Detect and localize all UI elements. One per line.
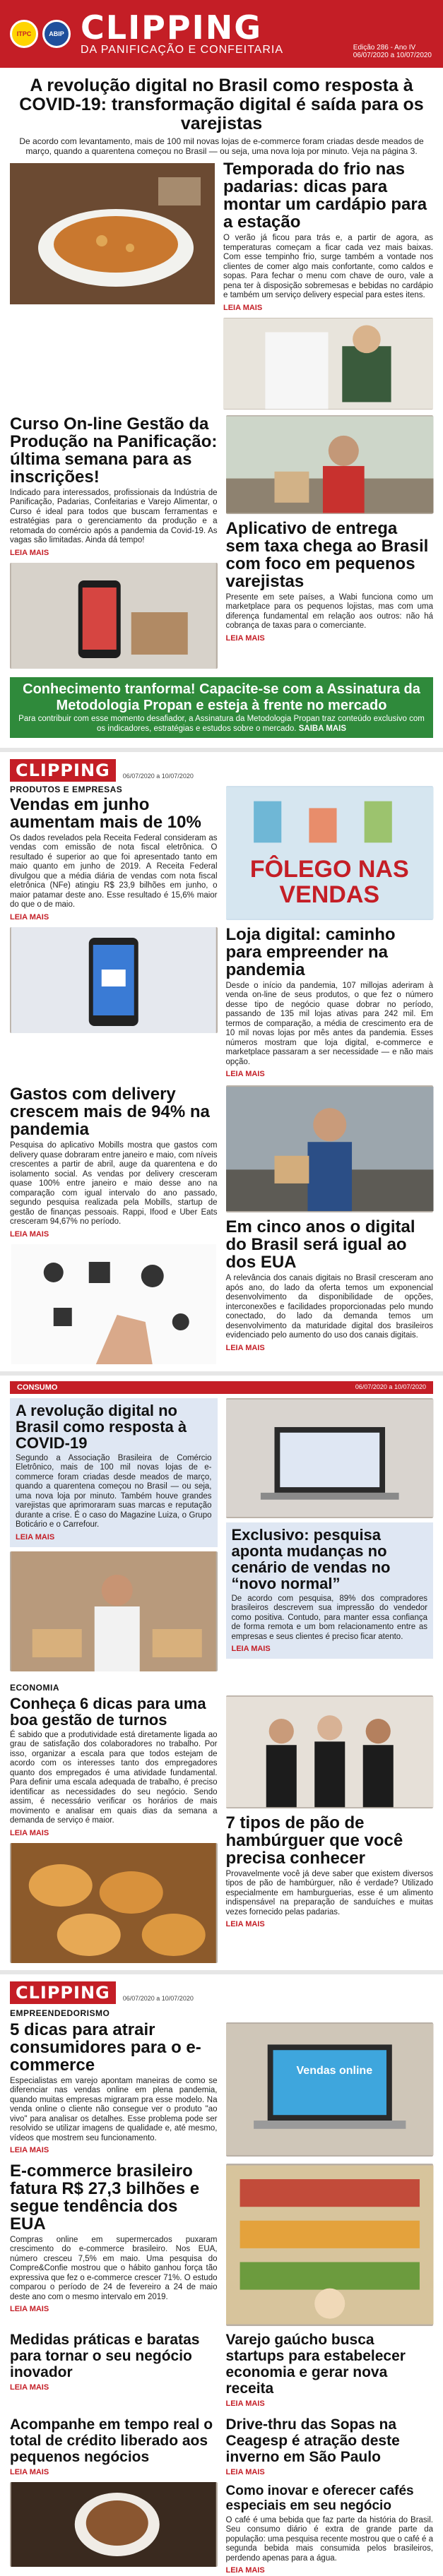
bakery-worker-image [10, 1551, 218, 1671]
team-image [226, 1695, 434, 1808]
buns-image [10, 1843, 218, 1963]
article-text: O café é uma bebida que faz parte da história do Brasil. Seu consumo diário é extra de grande parte da população: uma pesquisa recente mostrou que o café é a segunda bebida mais consumida pelos brasileiros, perdendo apenas para a água. [226, 2516, 434, 2564]
masthead [0, 0, 443, 68]
article-gaucho-retail [226, 2332, 434, 2409]
article-soup-drive-thru [226, 2416, 434, 2576]
banner-title: Conhecimento tranforma! Capacite-se com a Assinatura da Metodologia Propan e esteja à frente no mercado [17, 681, 426, 714]
article-text: Presente em sete países, a Wabi funciona como um marketplace para os pequenos lojistas, mas com uma diferença fundamental em relação aos outros: não há cobrança de taxas para o comerciante. [226, 593, 434, 631]
read-more-link[interactable]: LEIA MAIS [10, 2468, 49, 2476]
article-new-normal-sales [226, 1394, 434, 1671]
page-divider [0, 1371, 443, 1376]
article-digital-store [226, 782, 434, 1080]
online-sales-image [226, 2022, 434, 2157]
abip-logo: ABIP [42, 20, 71, 48]
article-title[interactable]: Acompanhe em tempo real o total de crédito liberado aos pequenos negócios [10, 2416, 218, 2465]
article-title[interactable]: Como inovar e oferecer cafés especiais em seu negócio [226, 2483, 434, 2513]
read-more-link[interactable]: LEIA MAIS [226, 1344, 265, 1352]
section-date: 06/07/2020 a 10/07/2020 [355, 1383, 426, 1392]
read-more-link[interactable]: LEIA MAIS [10, 1829, 49, 1837]
phone-image [10, 563, 218, 669]
article-text: O verão já ficou para trás e, a partir de agora, as temperaturas começam a ficar cada vez mais baixas. Com esse tempinho frio, surge também a vontade nos clientes de comer algo mais confortante, como caldos e sopas. Para fechar o menu com chave de ouro, vale a pena ter à disposição sobremesas e bebidas no cardápio e também um serviço delivery especial para estes itens. [223, 234, 433, 301]
saiba-mais-link[interactable]: SAIBA MAIS [299, 724, 346, 733]
read-more-link[interactable]: LEIA MAIS [232, 1645, 271, 1653]
article-title[interactable]: Vendas em junho aumentam mais de 10% [10, 796, 218, 831]
article-cold-season [223, 160, 433, 410]
article-june-sales [10, 782, 218, 1080]
read-more-link[interactable]: LEIA MAIS [16, 1533, 54, 1542]
clipping-title: CLIPPING [81, 11, 283, 44]
page2-header [0, 752, 443, 782]
section-label: CONSUMO [17, 1383, 57, 1392]
article-text: Provavelmente você já deve saber que existem diversos tipos de pão de hambúrguer, não é verdade? Utilizado especialmente em hamburguerias, esse é um alimento indispensável na preparação de sanduíches e muitas vezes fornecido pelas padarias. [226, 1870, 434, 1918]
article-title[interactable]: Medidas práticas e baratas para tornar o seu negócio inovador [10, 2332, 218, 2380]
consumo-bar [10, 1381, 433, 1394]
itpc-logo: ITPC [10, 20, 38, 48]
page4-header [0, 1974, 443, 2004]
market-image-col [226, 2157, 434, 2326]
folego-caption: FÔLEGO NAS VENDAS [226, 857, 434, 907]
page2-row2 [0, 1080, 443, 1364]
clipping-mini-logo: CLIPPING [10, 1981, 116, 2004]
clipping-mini-logo: CLIPPING [10, 759, 116, 782]
article-title[interactable]: Loja digital: caminho para empreender na pandemia [226, 926, 434, 979]
article-text: Especialistas em varejo apontam maneiras de como se diferenciar nas vendas online em plena pandemia, quando muitas empresas migraram pra esse modelo. Na venda online o cliente não consegue ver o produto "ao vivo" para analisar os detalhes. Esse problema pode ser resolvido se utilizar imagens de qualidade e, até mesmo, vídeos que mostrem seu funcionamento. [10, 2077, 218, 2144]
read-more-link[interactable]: LEIA MAIS [223, 304, 262, 312]
highlight-box [226, 1522, 434, 1659]
article-title[interactable]: E-commerce brasileiro fatura R$ 27,3 bilhões e segue tendência dos EUA [10, 2162, 218, 2233]
article-attract-consumers [10, 2018, 218, 2157]
read-more-link[interactable]: LEIA MAIS [226, 2566, 265, 2575]
read-more-link[interactable]: LEIA MAIS [10, 913, 49, 922]
section-label: EMPREENDEDORISMO [0, 2004, 443, 2018]
section-date: 06/07/2020 a 10/07/2020 [123, 1995, 194, 2004]
online-sales-caption: Vendas online [297, 2065, 373, 2077]
article-digital-revolution [10, 1394, 218, 1671]
lead-headline[interactable]: A revolução digital no Brasil como resposta à COVID-19: transformação digital é saída para os varejistas [0, 68, 443, 136]
article-title[interactable]: Exclusivo: pesquisa aponta mudanças no cenário de vendas no “novo normal” [232, 1527, 428, 1592]
article-title[interactable]: Aplicativo de entrega sem taxa chega ao Brasil com foco em pequenos varejistas [226, 520, 434, 590]
article-text: Compras online em supermercados puxaram crescimento do e-commerce brasileiro. Nos EUA, número cresceu 7,5% em maio. Uma pesquisa do Compre&Confie mostrou que o hábito ganhou força tão expressiva que fez o e-commerce crescer 71%. O estudo comparou o período de 24 de fevereiro a 24 de maio deste ano com o mesmo intervalo em 2019. [10, 2236, 218, 2303]
online-sales-image-col [226, 2018, 434, 2157]
article-online-course [10, 410, 218, 669]
edition-number: Edição 286 - Ano IV [353, 44, 432, 52]
article-text: É sabido que a produtividade está diretamente ligada ao grau de satisfação dos colaboradores no trabalho. Por isso, organizar a escala para que todos estejam de acordo com os interesses tanto dos empregadores quanto dos empregados é uma atividade fundamental. Para definir uma escala adequada de trabalho, é preciso identificar as necessidades do seu negócio. Sendo assim, é necessário verificar os horários de mais movimento e analisar em quais dias da semana a demanda de serviço é maior. [10, 1731, 218, 1826]
article-title[interactable]: Curso On-line Gestão da Produção na Panificação: última semana para as inscrições! [10, 415, 218, 486]
article-text: Segundo a Associação Brasileira de Comércio Eletrônico, mais de 100 mil novas lojas de e-commerce foram criadas desde meados de março, quando a quarentena começou no Brasil — ou seja, uma nova loja por minuto. Também houve grandes varejistas que aprimoraram suas marcas e reputação durante a crise. É o caso do Magazine Luiza, o Grupo Boticário e o Carrefour. [16, 1454, 212, 1530]
article-text: Indicado para interessados, profissionais da Indústria de Panificação, Padarias, Confeitarias e Varejo Alimentar, o Curso é ideal para todos que buscam ferramentas e estratégias para o gerenciamento da produção e a retomada do comércio após a pandemia da Covid-19. As vagas são limitadas. Ainda dá tempo! [10, 489, 218, 546]
section-label: ECONOMIA [0, 1678, 443, 1693]
article-title[interactable]: A revolução digital no Brasil como resposta à COVID-19 [16, 1402, 212, 1451]
delivery-image [226, 415, 434, 514]
lead-summary: De acordo com levantamento, mais de 100 mil novas lojas de e-commerce foram criadas desde meados de março, quando a quarentena começou no Brasil — ou seja, uma nova loja por minuto. Veja na página 3. [0, 136, 443, 156]
masthead-title [81, 11, 283, 56]
article-shift-management [10, 1693, 218, 1963]
page4-row4 [0, 2416, 443, 2576]
page4-row2 [0, 2157, 443, 2326]
banner-text: Para contribuir com esse momento desafiador, a Assinatura da Metodologia Propan traz conteúdo exclusivo com os indicadores, estratégias e estudos sobre o mercado. SAIBA MAIS [17, 714, 426, 734]
page1-row1 [0, 160, 443, 410]
icons-hand-image [10, 1244, 218, 1364]
page3-row1 [0, 1394, 443, 1671]
page4-row1 [0, 2018, 443, 2157]
article-digital-brazil-usa [226, 1080, 434, 1364]
highlight-box [10, 1398, 218, 1547]
article-text: De acordo com pesquisa, 89% dos compradores brasileiros descrevem sua impressão do vendedor como positiva. Contudo, para manter essa confiança de forma remota e um bom relacionamento entre as empresas e seus clientes é preciso ficar atento. [232, 1594, 428, 1642]
coffee-cup-image [10, 2482, 218, 2567]
edition-dates: 06/07/2020 a 10/07/2020 [353, 52, 432, 59]
article-title[interactable]: Varejo gaúcho busca startups para estabelecer economia e gerar nova receita [226, 2332, 434, 2397]
read-more-link[interactable]: LEIA MAIS [10, 2305, 49, 2313]
soup-image [10, 163, 215, 304]
read-more-link[interactable]: LEIA MAIS [10, 2146, 49, 2154]
read-more-link[interactable]: LEIA MAIS [226, 2399, 265, 2408]
section-date: 06/07/2020 a 10/07/2020 [123, 773, 194, 782]
section-label: PRODUTOS E EMPRESAS [10, 782, 218, 794]
delivery-man-image [226, 1085, 434, 1212]
cart-image [10, 927, 218, 1033]
article-text: Pesquisa do aplicativo Mobills mostra que gastos com delivery quase dobraram entre janeiro e maio, com níveis crescentes a partir de abril, auge da quarentena e do isolamento social. As vendas por delivery cresceram quase 100% entre janeiro e maio desse ano na comparação com igual intervalo do ano passado, segundo pesquisa realizada pela Mobills, startup de gestão de finanças pessoais. Rappi, Ifood e Uber Eats cresceram 94,67% no período. [10, 1141, 218, 1227]
article-text: Os dados revelados pela Receita Federal consideram as vendas com emissão de nota fiscal eletrônica. O resultado é superior ao que foi apresentado tanto em maio quanto em junho de 2019. A Receita Federal divulgou que a média diária de vendas com nota fiscal eletrônica (NFe) atingiu R$ 23,9 bilhões em junho, o maior patamar deste ano. Esse resultado é 15,6% maior do que o de maio. [10, 834, 218, 910]
article-ecommerce-revenue [10, 2157, 218, 2326]
article-title[interactable]: Temporada do frio nas padarias: dicas para montar um cardápio para a estação [223, 160, 433, 231]
logos [10, 20, 71, 48]
laptop-image [226, 1398, 434, 1518]
propan-banner[interactable] [10, 677, 433, 738]
article-text: A relevância dos canais digitais no Brasil cresceram ano após ano, do lado da oferta temos um exponencial desenvolvimento da disponibilidade de opções, interconexões e facilidades proporcionadas pelo mundo conectado, do lado da demanda temos um desenvolvimento da maturidade digital dos brasileiros evidenciado pelo aumento do uso dos canais digitais. [226, 1274, 434, 1341]
coffee-image [223, 318, 433, 410]
supermarket-image [226, 2164, 434, 2326]
article-burger-buns [226, 1693, 434, 1963]
article-delivery-app [226, 410, 434, 669]
article-title[interactable]: 5 dicas para atrair consumidores para o e-commerce [10, 2021, 218, 2074]
article-innovative-measures [10, 2332, 218, 2409]
read-more-link[interactable]: LEIA MAIS [226, 2468, 265, 2476]
page3-row2 [0, 1693, 443, 1963]
folego-image [226, 786, 434, 920]
edition-info [353, 44, 432, 59]
article-credit-tracker [10, 2416, 218, 2576]
page1-row2 [0, 410, 443, 669]
read-more-link[interactable]: LEIA MAIS [10, 549, 49, 557]
article-text: Desde o início da pandemia, 107 millojas aderiram à venda on-line de seus produtos, o que fez o número desse tipo de negócio quase dobrar no período, passando de 135 mil lojas ativas para 242 mil. Em termos de comparação, a média de crescimento era de 10 mil novas lojas por mês antes da pandemia. Esses números mostram que loja digital, e-commerce e marketplace passaram a ser necessidade — e não mais opção. [226, 982, 434, 1068]
article-title[interactable]: 7 tipos de pão de hambúrguer que você precisa conhecer [226, 1814, 434, 1867]
article-delivery-spending [10, 1080, 218, 1364]
clipping-subtitle: DA PANIFICAÇÃO E CONFEITARIA [81, 44, 283, 56]
page2-row1 [0, 782, 443, 1080]
article-title[interactable]: Conheça 6 dicas para uma boa gestão de turnos [10, 1695, 218, 1728]
article-title[interactable]: Em cinco anos o digital do Brasil será igual ao dos EUA [226, 1218, 434, 1271]
read-more-link[interactable]: LEIA MAIS [10, 2383, 49, 2392]
page4-row3 [0, 2332, 443, 2409]
article-title[interactable]: Gastos com delivery crescem mais de 94% na pandemia [10, 1085, 218, 1138]
read-more-link[interactable]: LEIA MAIS [10, 1230, 49, 1239]
read-more-link[interactable]: LEIA MAIS [226, 634, 265, 643]
article-title[interactable]: Drive-thru das Sopas na Ceagesp é atração deste inverno em São Paulo [226, 2416, 434, 2465]
read-more-link[interactable]: LEIA MAIS [226, 1070, 265, 1078]
read-more-link[interactable]: LEIA MAIS [226, 1920, 265, 1928]
